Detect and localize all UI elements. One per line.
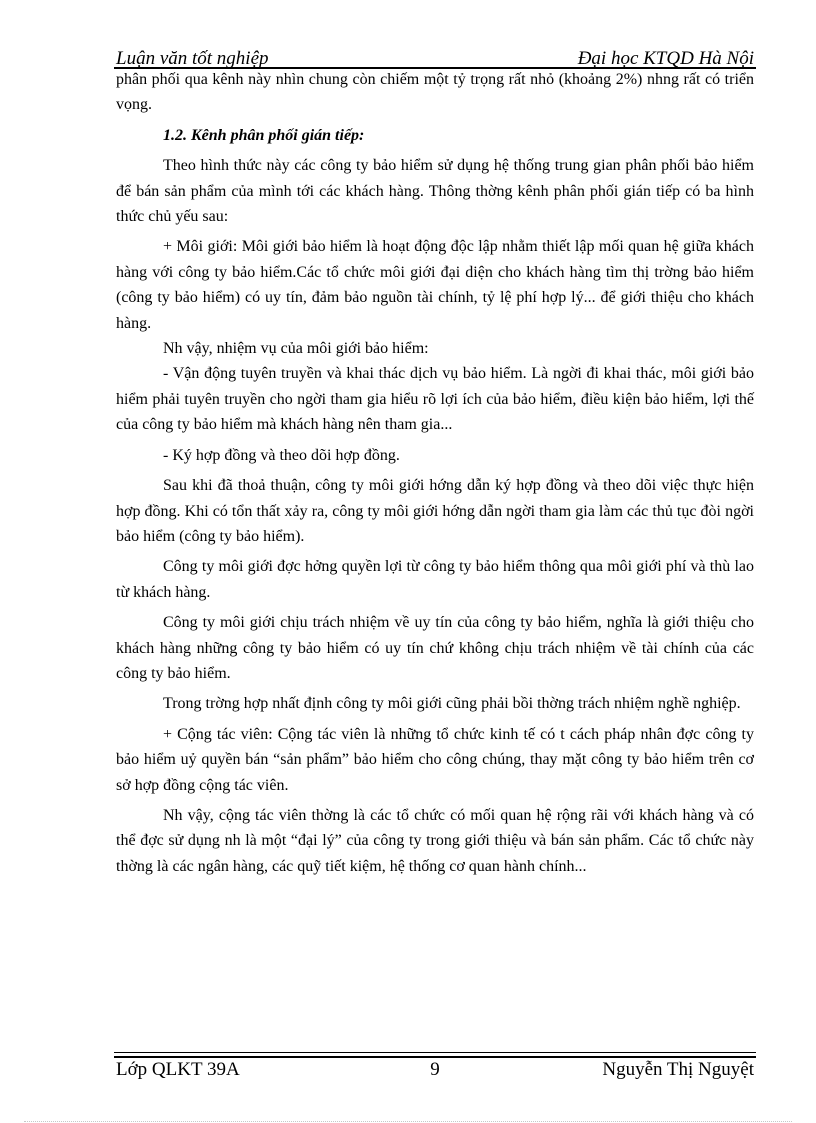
paragraph-broker: + Môi giới: Môi giới bảo hiểm là hoạt động độc lập nhằm thiết lập mối quan hệ giữa khách hàng với công ty bảo hiểm.Các tổ chức môi giới đại diện cho khách hàng tìm thị trờng bảo hiểm (công ty bảo hiểm) có uy tín, đảm bảo nguồn tài chính, tỷ lệ phí hợp lý... để giới thiệu cho khách hàng. — [116, 238, 754, 332]
paragraph: Công ty môi giới chịu trách nhiệm về uy tín của công ty bảo hiểm, nghĩa là giới thiệu cho khách hàng những công ty bảo hiểm có uy tín chứ không chịu trách nhiệm về tài chính của các công ty bảo hiểm. — [116, 614, 754, 682]
paragraph: Công ty môi giới đợc hởng quyền lợi từ công ty bảo hiểm thông qua môi giới phí và thù lao từ khách hàng. — [116, 558, 754, 601]
paragraph-bullet: - Ký hợp đồng và theo dõi hợp đồng. — [163, 446, 400, 464]
paragraph: Sau khi đã thoả thuận, công ty môi giới hớng dẫn ký hợp đồng và theo dõi việc thực hiện hợp đồng. Khi có tổn thất xảy ra, công ty môi giới hớng dẫn ngời tham gia làm các thủ tục đòi ngời bảo hiểm (công ty bảo hiểm). — [116, 477, 754, 545]
footer-author: Nguyễn Thị Nguyệt — [602, 1059, 754, 1080]
paragraph-collaborator: + Cộng tác viên: Cộng tác viên là những tổ chức kinh tế có t cách pháp nhân đợc công ty bảo hiểm uỷ quyền bán “sản phẩm” bảo hiểm cho công chúng, thay mặt công ty bảo hiểm trên cơ sở hợp đồng cộng tác viên. — [116, 725, 754, 794]
paragraph-bullet: - Vận động tuyên truyền và khai thác dịch vụ bảo hiểm. Là ngời đi khai thác, môi giới bảo hiểm phải tuyên truyền cho ngời tham gia hiểu rõ lợi ích của bảo hiểm, điều kiện bảo hiểm, lợi thế của công ty bảo hiểm mà khách hàng nên tham gia... — [116, 365, 754, 434]
header-university: Đại học KTQD Hà Nội — [577, 48, 754, 69]
document-body — [116, 67, 754, 879]
page-edge-divider — [24, 1121, 792, 1122]
paragraph: Theo hình thức này các công ty bảo hiểm sử dụng hệ thống trung gian phân phối bảo hiểm để bán sản phẩm của mình tới các khách hàng. Thông thờng kênh phân phối gián tiếp có ba hình thức chủ yếu sau: — [116, 157, 754, 226]
paragraph: Nh vậy, cộng tác viên thờng là các tổ chức có mối quan hệ rộng rãi với khách hàng và có thể đợc sử dụng nh là một “đại lý” của công ty trong giới thiệu và bán sản phẩm. Các tổ chức này thờng là các ngân hàng, các quỹ tiết kiệm, hệ thống cơ quan hành chính... — [116, 806, 754, 875]
footer-rule-thin — [114, 1052, 756, 1053]
paragraph: Trong trờng hợp nhất định công ty môi giới cũng phải bồi thờng trách nhiệm nghề nghiệp. — [163, 695, 741, 713]
section-heading: 1.2. Kênh phân phối gián tiếp: — [163, 126, 365, 144]
footer-class: Lớp QLKT 39A — [116, 1059, 240, 1080]
page-footer — [116, 1058, 754, 1082]
header-thesis-label: Luận văn tốt nghiệp — [116, 48, 269, 69]
paragraph: Nh vậy, nhiệm vụ của môi giới bảo hiểm: — [163, 340, 429, 358]
paragraph-continued: phân phối qua kênh này nhìn chung còn chiếm một tỷ trọng rất nhỏ (khoảng 2%) nhng rất có triển vọng. — [116, 71, 754, 114]
page-number: 9 — [430, 1059, 440, 1080]
